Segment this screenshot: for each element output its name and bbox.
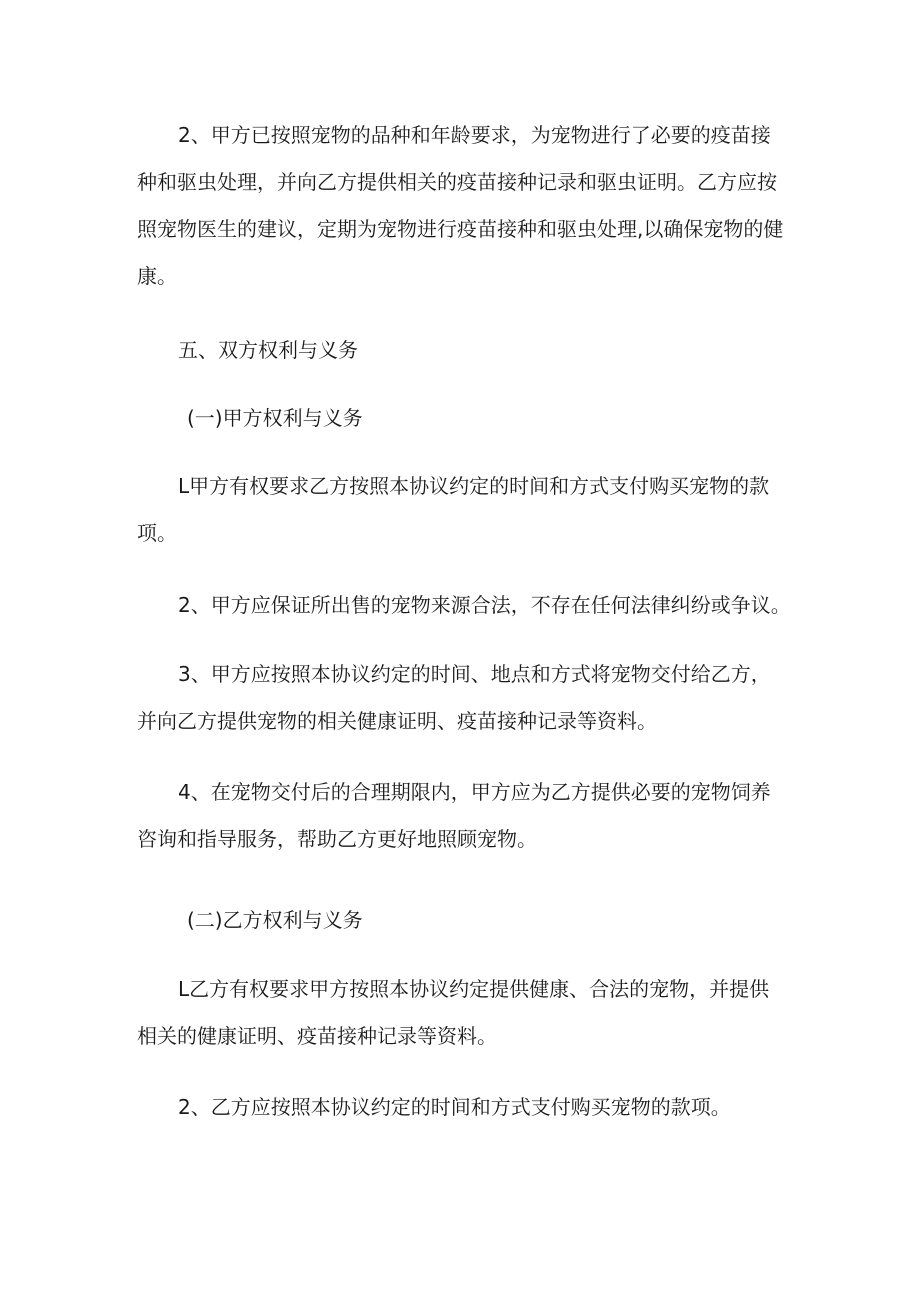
section-5-heading: 五、双方权利与义务 [178, 338, 358, 362]
party-a-item-4 [137, 769, 787, 863]
text-line: 4、在宠物交付后的合理期限内，甲方应为乙方提供必要的宠物饲养 [178, 780, 771, 804]
party-b-item-2 [137, 1084, 787, 1131]
text-line: L乙方有权要求甲方按照本协议约定提供健康、合法的宠物，并提供 [178, 977, 770, 1001]
text-line: 咨询和指导服务，帮助乙方更好地照顾宠物。 [137, 827, 537, 851]
party-a-item-1 [137, 463, 787, 557]
text-line: 照宠物医生的建议，定期为宠物进行疫苗接种和驱虫处理,以确保宠物的健 [137, 217, 784, 241]
party-b-heading: (二)乙方权利与义务 [187, 908, 363, 932]
text-line: 3、甲方应按照本协议约定的时间、地点和方式将宠物交付给乙方， [178, 662, 771, 686]
text-line: 2、乙方应按照本协议约定的时间和方式支付购买宠物的款项。 [178, 1095, 731, 1119]
text-line: 并向乙方提供宠物的相关健康证明、疫苗接种记录等资料。 [137, 709, 657, 733]
text-line: 项。 [137, 521, 177, 545]
text-line: 2、甲方应保证所出售的宠物来源合法，不存在任何法律纠纷或争议。 [178, 593, 791, 617]
text-line: L甲方有权要求乙方按照本协议约定的时间和方式支付购买宠物的款 [178, 474, 770, 498]
text-line: 康。 [137, 264, 177, 288]
subsection-heading-party-b [137, 897, 787, 944]
text-line: 种和驱虫处理，并向乙方提供相关的疫苗接种记录和驱虫证明。乙方应按 [137, 170, 777, 194]
text-line: 2、甲方已按照宠物的品种和年龄要求，为宠物进行了必要的疫苗接 [178, 123, 771, 147]
party-a-heading: (一)甲方权利与义务 [187, 406, 363, 430]
subsection-heading-party-a [137, 395, 787, 442]
party-b-item-1 [137, 966, 787, 1060]
party-a-item-3 [137, 651, 787, 745]
party-a-item-2 [137, 582, 791, 629]
paragraph-vaccination [137, 112, 787, 300]
text-line: 相关的健康证明、疫苗接种记录等资料。 [137, 1024, 497, 1048]
section-heading [137, 327, 787, 374]
